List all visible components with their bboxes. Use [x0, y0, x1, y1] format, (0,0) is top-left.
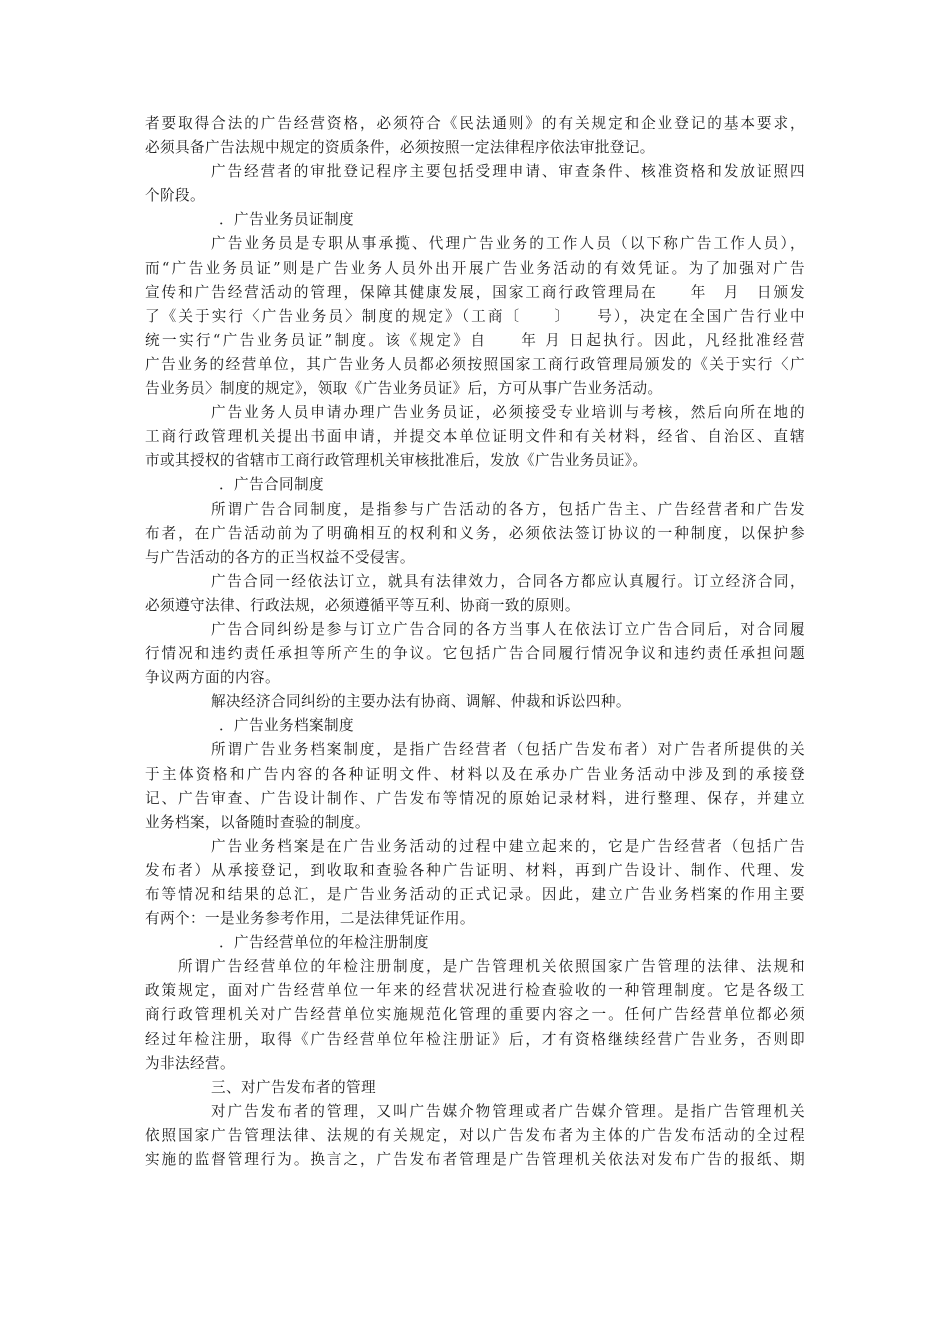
text-line: 广告业务员是专职从事承揽、代理广告业务的工作人员（以下称广告工作人员）， — [211, 235, 805, 253]
text-line: 商行政管理机关对广告经营单位实施规范化管理的重要内容之一。任何广告经营单位都必须 — [145, 1006, 805, 1024]
text-line: 布者，在广告活动前为了明确相互的权利和义务，必须依法签订协议的一种制度，以保护参 — [145, 524, 805, 542]
text-line: 于主体资格和广告内容的各种证明文件、材料以及在承办广告业务活动中涉及到的承接登 — [145, 765, 805, 783]
text-line: 者要取得合法的广告经营资格，必须符合《民法通则》的有关规定和企业登记的基本要求， — [145, 115, 805, 132]
text-line: 记、广告审查、广告设计制作、广告发布等情况的原始记录材料，进行整理、保存，并建立 — [145, 789, 805, 807]
text-line: 与广告活动的各方的正当权益不受侵害。 — [145, 548, 415, 566]
text-line: 争议两方面的内容。 — [145, 669, 280, 687]
text-line: 解决经济合同纠纷的主要办法有协商、调解、仲裁和诉讼四种。 — [211, 693, 631, 711]
text-line: 对广告发布者的管理，又叫广告媒介物管理或者广告媒介管理。是指广告管理机关 — [211, 1102, 805, 1120]
text-line: 广告经营者的审批登记程序主要包括受理申请、审查条件、核准资格和发放证照四 — [211, 163, 805, 181]
text-line: 了《关于实行〈广告业务员〉制度的规定》（工商〔 〕 号），决定在全国广告行业中 — [145, 307, 805, 325]
text-line: 业务档案，以备随时查验的制度。 — [145, 813, 370, 831]
text-line: 广告合同纠纷是参与订立广告合同的各方当事人在依法订立广告合同后，对合同履 — [211, 620, 805, 638]
text-line: 实施的监督管理行为。换言之，广告发布者管理是广告管理机关依法对发布广告的报纸、期 — [145, 1151, 805, 1169]
text-line: 广告业务的经营单位，其广告业务人员都必须按照国家工商行政管理局颁发的《关于实行〈广 — [145, 355, 805, 373]
text-line: 所谓广告合同制度，是指参与广告活动的各方，包括广告主、广告经营者和广告发 — [211, 500, 805, 518]
text-line: 市或其授权的省辖市工商行政管理机关审核批准后，发放《广告业务员证》。 — [145, 452, 648, 470]
text-line: 宣传和广告经营活动的管理，保障其健康发展，国家工商行政管理局在 年 月 日颁发 — [145, 283, 805, 301]
text-line: 广告业务档案是在广告业务活动的过程中建立起来的，它是广告经营者（包括广告 — [211, 837, 805, 855]
text-line: 统一实行“广告业务员证”制度。该《规定》自 年 月 日起执行。因此，凡经批准经营 — [145, 331, 805, 349]
text-line: 为非法经营。 — [145, 1054, 235, 1072]
section-heading: ．广告业务档案制度 — [219, 717, 354, 735]
text-line: 工商行政管理机关提出书面申请，并提交本单位证明文件和有关材料，经省、自治区、直辖 — [145, 428, 805, 446]
text-line: 而“广告业务员证”则是广告业务人员外出开展广告业务活动的有效凭证。为了加强对广告 — [145, 259, 805, 277]
text-line: 经过年检注册，取得《广告经营单位年检注册证》后，才有资格继续经营广告业务，否则即 — [145, 1030, 805, 1048]
text-line: 政策规定，面对广告经营单位一年来的经营状况进行检查验收的一种管理制度。它是各级工 — [145, 982, 805, 1000]
text-line: 发布者）从承接登记，到收取和查验各种广告证明、材料，再到广告设计、制作、代理、发 — [145, 861, 805, 879]
text-line: 必须具备广告法规中规定的资质条件，必须按照一定法律程序依法审批登记。 — [145, 139, 655, 157]
text-line: 所谓广告业务档案制度，是指广告经营者（包括广告发布者）对广告者所提供的关 — [211, 741, 805, 759]
text-line: 行情况和违约责任承担等所产生的争议。它包括广告合同履行情况争议和违约责任承担问题 — [145, 645, 805, 663]
document-page — [145, 112, 805, 1172]
text-line: 依照国家广告管理法律、法规的有关规定，对以广告发布者为主体的广告发布活动的全过程 — [145, 1126, 805, 1144]
text-line: 告业务员〉制度的规定》，领取《广告业务员证》后，方可从事广告业务活动。 — [145, 380, 663, 398]
section-heading: ．广告经营单位的年检注册制度 — [219, 934, 429, 952]
text-line: 个阶段。 — [145, 187, 205, 205]
text-line: 必须遵守法律、行政法规，必须遵循平等互利、协商一致的原则。 — [145, 596, 580, 614]
section-heading: ．广告业务员证制度 — [219, 211, 354, 229]
text-line: 广告合同一经依法订立，就具有法律效力，合同各方都应认真履行。订立经济合同， — [211, 572, 805, 590]
text-line: 所谓广告经营单位的年检注册制度，是广告管理机关依照国家广告管理的法律、法规和 — [178, 958, 805, 976]
text-line: 布等情况和结果的总汇，是广告业务活动的正式记录。因此，建立广告业务档案的作用主要 — [145, 886, 805, 903]
section-heading: 三、对广告发布者的管理 — [211, 1078, 376, 1096]
text-line: 有两个：一是业务参考作用，二是法律凭证作用。 — [145, 910, 475, 928]
text-line: 广告业务人员申请办理广告业务员证，必须接受专业培训与考核，然后向所在地的 — [211, 404, 805, 422]
section-heading: ．广告合同制度 — [219, 476, 324, 494]
